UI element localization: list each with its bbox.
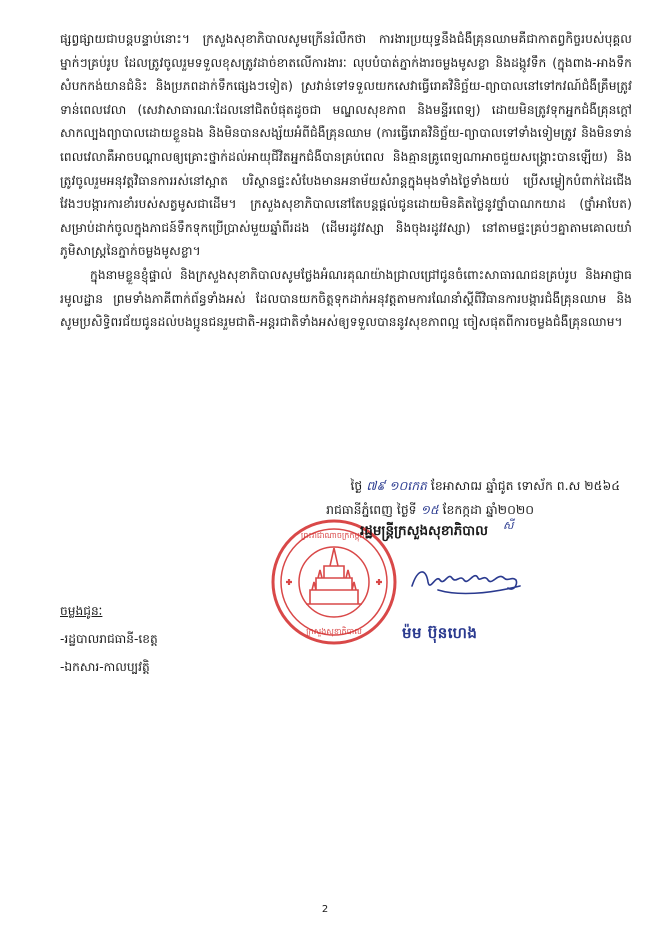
copy-to-item: -រដ្ឋបាលរាជធានី-ខេត្ត (60, 632, 158, 646)
signer-name: ម៉ម ប៊ុនហេង (402, 624, 478, 642)
lunar-date-rest: ខែអាសាឍ ឆ្នាំជូត ទោស័ក ព.ស ២៥៦៤ (430, 478, 620, 493)
seal-text-upper: ព្រះរាជាណាចក្រកម្ពុជា (300, 531, 368, 540)
body-paragraph-1: ផ្សព្វផ្សាយជាបន្តបន្ទាប់នោះ។ ក្រសួងសុខាភិបាលសូមក្រើនរំលឹកថា ការងារប្រយុទ្ធនឹងជំងឺគ្រុនឈាមគឺជាកាតព្វកិច្ចរបស់បុគ្គលម្នាក់ៗគ្រប់រូប ដែលត្រូវចូលរួមទទួលខុសត្រូវដាច់ខាតលើការងារៈ លុបបំបាត់ភ្នាក់ងារចម្លងមូសខ្លា និងដង្កូវទឹក (ក្នុងពាង-អាងទឹក សំបកកង់យានជំនិះ និងប្រភពដាក់ទឹកផ្សេងៗទៀត) ស្រវាន់ទៅទទួលយកសេវាធ្វើរោគវិនិច្ឆ័យ-ព្យាបាលនៅទៅកវណ៍ជំងឺគ្រឹមត្រូវទាន់ពេលវេលា (សេវាសាធារណៈដែលនៅជិតបំផុតដូចជា មណ្ឌលសុខភាព និងមន្ទីរពេទ្យ) ដោយមិនត្រូវទុកអ្នកជំងឺគ្រុនក្តៅសាកល្បងព្យាបាលដោយខ្លួនឯង និងមិនបានសង្ស័យអំពីជំងឺគ្រុនឈាម (ការធ្វើរោគវិនិច្ឆ័យ-ព្យាបាលទៅទាំងទៀមត្រូវ និងមិនទាន់ពេលវេលាគឺអាចបណ្តាលឲ្យគ្រោះថ្នាក់ដល់អាយុជីវិតអ្នកជំងឺបានគ្រប់ពេល និងគ្មានគ្រូពេទ្យណាអាចជួយសង្គ្រោះបានឡើយ) និងត្រូវចូលរួមអនុវត្តវិធានការរស់នៅស្អាត បរិស្ថានផ្ទះសំបែងមានអនាម័យសំរាន្តក្នុងមុងទាំងថ្ងៃទាំងយប់ ប្រើសម្លៀកបំពាក់ដៃជើងវែងៗបង្ការការខាំរបស់សត្វមូសជាដើម។ ក្រសួងសុខាភិបាលនៅតែបន្តផ្តល់ជូនដោយមិនគិតថ្លៃនូវថ្នាំបាណកយាដ (ថ្នាំអាបែត) សម្រាប់ដាក់ចូលក្នុងភាជន៍ទឹកទុកប្រើប្រាស់មួយឆ្នាំពីរដង (ដើមរដូវវស្សា និងចុងរដូវវស្សា) នៅតាមផ្ទះគ្រប់ៗគ្នាតាមគោលយាំភូមិសាស្ត្រនៃភ្នាក់ចម្លងមូសខ្លា។ (60, 32, 632, 259)
handwritten-signature-icon (408, 556, 524, 602)
seal-text-lower: ក្រសួងសុខាភិបាល (306, 627, 362, 636)
lunar-date-prefix: ថ្ងៃ (350, 478, 363, 493)
solar-date-rest: ខែកក្កដា ឆ្នាំ២០២០ (442, 502, 534, 517)
minister-title: រដ្ឋមន្ត្រីក្រសួងសុខាភិបាល (360, 523, 489, 539)
initial-mark: សី (503, 519, 514, 532)
page-number: 2 (321, 904, 329, 915)
letter-body (60, 28, 632, 335)
date-block (250, 474, 640, 522)
solar-date-handwritten: ១៥ (420, 502, 439, 517)
copy-to-item: -ឯកសារ-កាលប្បវត្តិ (60, 660, 150, 674)
lunar-date-line (250, 474, 640, 498)
solar-date-prefix: រាជធានីភ្នំពេញ ថ្ងៃទី (326, 502, 417, 517)
lunar-date-handwritten: ៧៩ ១០កេត (366, 478, 427, 493)
body-paragraph-2: ក្នុងនាមខ្លួនខ្ញុំផ្ទាល់ និងក្រសួងសុខាភិបាលសូមថ្លែងអំណរគុណយ៉ាងជ្រាលជ្រៅជូនចំពោះសាធារណជនគ្រប់រូប និងអាជ្ញាធរមូលដ្ឋាន ព្រមទាំងភាគីពាក់ព័ន្ធទាំងអស់ ដែលបានយកចិត្តទុកដាក់អនុវត្តតាមការណែនាំស្តីពីវិធានការបង្ការជំងឺគ្រុនឈាម និងសូមប្រសិទ្ធិពរជ័យជូនដល់បងប្អូនជនរួមជាតិ-អន្តរជាតិទាំងអស់ឲ្យទទួលបាននូវសុខភាពល្អ ចៀសផុតពីការចម្លងជំងឺគ្រុនឈាម។ (60, 267, 632, 330)
copy-to-block (60, 597, 158, 681)
copy-to-title: ចម្លងជូនៈ (60, 604, 103, 618)
